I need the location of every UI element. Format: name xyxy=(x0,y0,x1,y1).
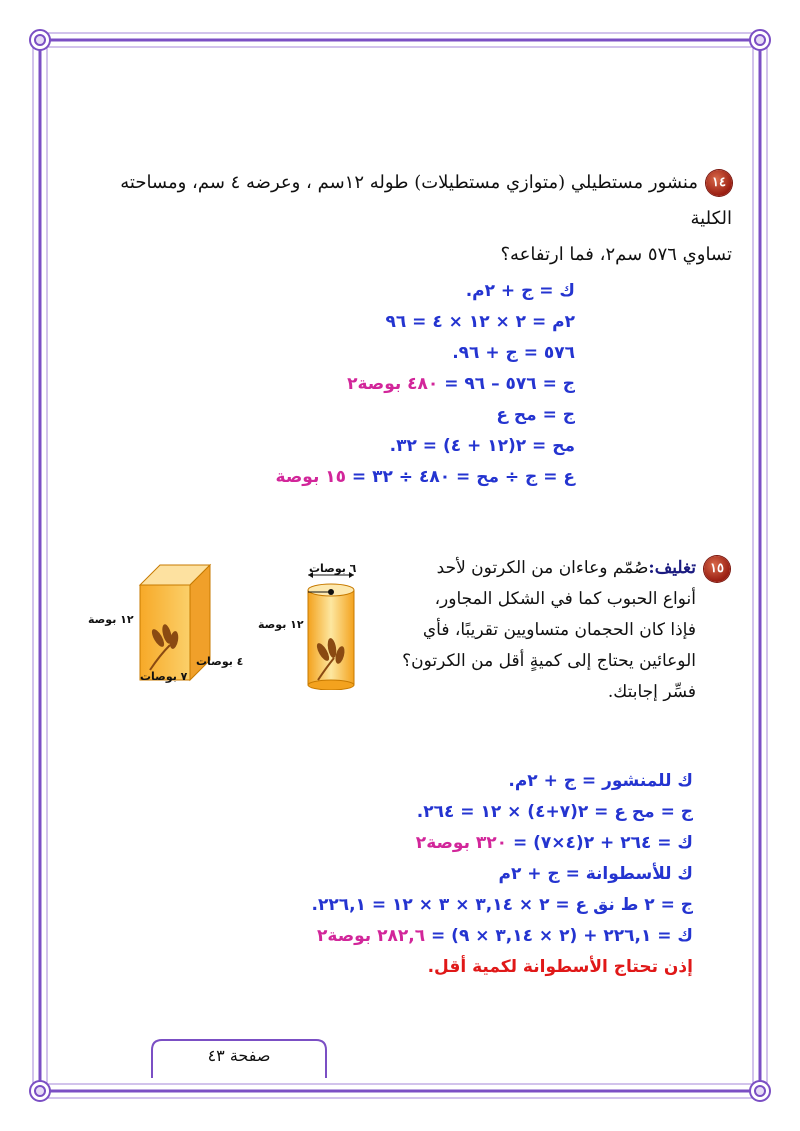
problem-14-text-1: منشور مستطيلي (متوازي مستطيلات) طوله ١٢سم ، وعرضه ٤ سم، ومساحته الكلية xyxy=(120,172,732,229)
problem-15-solution-line-2 xyxy=(312,797,694,828)
cylinder-container-icon xyxy=(308,572,354,690)
problem-15-title: تغليف: xyxy=(648,558,696,578)
problem-15-solution-line-6-text: ك = ٢٢٦,١ + (٢ × ٣,١٤ × ٩) = xyxy=(425,926,693,946)
problem-14-solution-line-6 xyxy=(276,431,575,462)
problem-14-number-badge: ١٤ xyxy=(706,170,732,196)
page-number-label: صفحة ٤٣ xyxy=(207,1046,271,1065)
problem-15-line-4: الوعائين يحتاج إلى كميةٍ أقل من الكرتون؟ xyxy=(402,651,696,671)
problem-14-solution-line-7-unit: ١٥ بوصة xyxy=(275,467,347,487)
problem-15-number-badge: ١٥ xyxy=(704,556,730,582)
problem-15-line-5: فسِّر إجابتك. xyxy=(607,682,696,702)
problem-15-solution-line-3-text: ك = ٢٦٤ + ٢(٤×٧) = xyxy=(507,833,693,853)
problem-14-solution-line-7-text: ع = ج ÷ مح = ٤٨٠ ÷ ٣٢ = xyxy=(346,467,575,487)
problem-15-solution-line-1-text: ك للمنشور = ج + ٢م. xyxy=(508,771,693,791)
problem-14-solution-line-3-text: ٥٧٦ = ج + ٩٦. xyxy=(452,343,575,363)
problem-14-line-1 xyxy=(80,165,732,237)
problem-14-solution-line-4-unit: ٤٨٠ بوصة٢ xyxy=(347,374,439,394)
problem-14-text-2: تساوي ٥٧٦ سم٢، فما ارتفاعه؟ xyxy=(500,244,732,265)
problem-14-solution-line-2-text: ٢م = ٢ × ١٢ × ٤ = ٩٦ xyxy=(385,312,575,332)
problem-14-solution xyxy=(276,276,575,493)
problem-15-solution-line-5 xyxy=(312,890,694,921)
problem-15-solution-line-7 xyxy=(312,952,694,983)
problem-15-solution-line-6-unit: ٢٨٢,٦ بوصة٢ xyxy=(317,926,426,946)
problem-14-solution-line-4 xyxy=(276,369,575,400)
problem-15-solution-line-5-text: ج = ٢ ط نق ع = ٢ × ٣,١٤ × ٣ × ١٢ = ٢٢٦,١. xyxy=(311,895,693,915)
problem-15-solution-line-3-unit: ٣٢٠ بوصة٢ xyxy=(415,833,508,853)
problem-15-line-1: صُمّم وعاءان من الكرتون لأحد xyxy=(436,558,649,578)
cylinder-diameter-label: ٦ بوصات xyxy=(309,562,357,575)
box-length-label: ٧ بوصات xyxy=(140,670,188,683)
problem-15-solution-line-2-text: ج = مح ع = ٢(٧+٤) × ١٢ = ٢٦٤. xyxy=(416,802,693,822)
problem-15-solution-line-1 xyxy=(312,766,694,797)
problem-15-solution-line-7-text: إذن تحتاج الأسطوانة لكمية أقل. xyxy=(427,957,693,977)
problem-15-solution-line-6 xyxy=(312,921,694,952)
box-width-label: ٤ بوصات xyxy=(196,655,244,668)
problem-14-solution-line-5-text: ج = مح ع xyxy=(496,405,575,425)
problem-14-solution-line-2 xyxy=(276,307,575,338)
problem-15-solution xyxy=(312,766,694,983)
problem-15-solution-line-3 xyxy=(312,828,694,859)
problem-14-solution-line-6-text: مح = ٢(١٢ + ٤) = ٣٢. xyxy=(389,436,575,456)
cylinder-height-label: ١٢ بوصة xyxy=(258,618,304,631)
problem-14-solution-line-7 xyxy=(276,462,575,493)
problem-14-solution-line-3 xyxy=(276,338,575,369)
problem-14-solution-line-1-text: ك = ج + ٢م. xyxy=(465,281,575,301)
problem-15-text xyxy=(385,553,730,708)
problem-15-solution-line-4 xyxy=(312,859,694,890)
problem-14-solution-line-5 xyxy=(276,400,575,431)
problem-15-line-3: فإذا كان الحجمان متساويين تقريبًا، فأي xyxy=(422,620,696,640)
problem-15-line-2: أنواع الحبوب كما في الشكل المجاور، xyxy=(434,589,696,609)
problem-15-solution-line-4-text: ك للأسطوانة = ج + ٢م xyxy=(498,864,693,884)
problem-14-solution-line-1 xyxy=(276,276,575,307)
problem-14-solution-line-4-text: ج = ٥٧٦ – ٩٦ = xyxy=(438,374,575,394)
box-height-label: ١٢ بوصة xyxy=(88,613,134,626)
problem-14 xyxy=(80,165,732,273)
